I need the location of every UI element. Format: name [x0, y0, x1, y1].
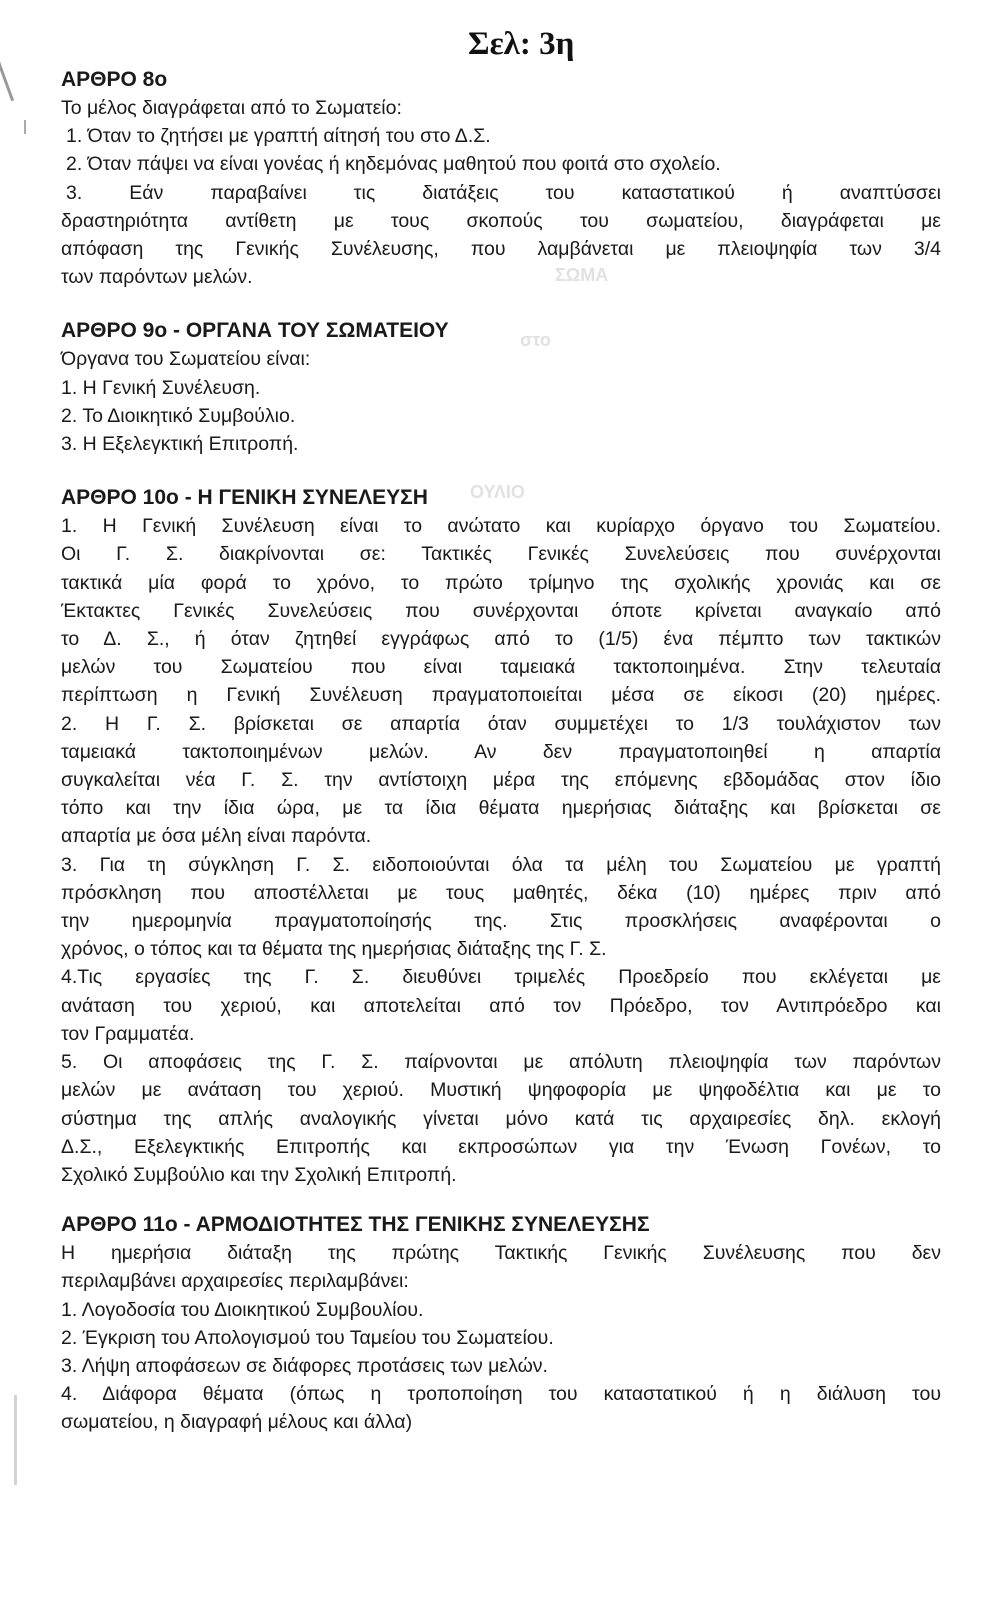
section-gap	[61, 1189, 941, 1211]
text-line: 3. Για τη σύγκληση Γ. Σ. ειδοποιούνται όλα τα μέλη του Σωματείου με γραπτή	[61, 853, 941, 876]
text-line: Οι Γ. Σ. διακρίνονται σε: Τακτικές Γενικές Συνελεύσεις που συνέρχονται	[61, 543, 941, 566]
text-line: Η ημερήσια διάταξη της πρώτης Τακτικής Γενικής Συνέλευσης που δεν	[61, 1242, 941, 1265]
text-line: μελών με ανάταση του χεριού. Μυστική ψηφοφορία με ψηφοδέλτια και με το	[61, 1079, 941, 1102]
text-line: Όργανα του Σωματείου είναι:	[61, 348, 311, 371]
text-line: 4.Τις εργασίες της Γ. Σ. διευθύνει τριμελές Προεδρείο που εκλέγεται με	[61, 966, 941, 989]
text-line: των παρόντων μελών.	[61, 266, 253, 289]
article-11	[61, 1211, 941, 1436]
article-9	[61, 317, 941, 458]
section-gap	[61, 291, 941, 317]
text-line: περίπτωση η Γενική Συνέλευση πραγματοποιείται μέσα σε είκοσι (20) ημέρες.	[61, 684, 941, 707]
article-heading: ΑΡΘΡΟ 11ο - ΑΡΜΟΔΙΟΤΗΤΕΣ ΤΗΣ ΓΕΝΙΚΗΣ ΣΥΝΕΛΕΥΣΗΣ	[61, 1213, 650, 1237]
bleed-through-mark: στο	[520, 330, 551, 350]
text-line: τακτικά μία φορά το χρόνο, το πρώτο τρίμηνο της σχολικής χρονιάς και σε	[61, 571, 941, 594]
list-item: 1. Λογοδοσία του Διοικητικού Συμβουλίου.	[61, 1298, 424, 1321]
article-heading: ΑΡΘΡΟ 8ο	[61, 68, 168, 91]
text-line: 5. Οι αποφάσεις της Γ. Σ. παίρνονται με απόλυτη πλειοψηφία των παρόντων	[61, 1051, 941, 1074]
text-line: ταμειακά τακτοποιημένων μελών. Αν δεν πραγματοποιηθεί η απαρτία	[61, 740, 941, 763]
text-line: τον Γραμματέα.	[61, 1022, 195, 1045]
list-item: 3. Λήψη αποφάσεων σε διάφορες προτάσεις των μελών.	[61, 1354, 548, 1377]
text-line: Σχολικό Συμβούλιο και την Σχολική Επιτροπή.	[61, 1163, 457, 1186]
article-8	[61, 66, 941, 291]
list-item: 2. Το Διοικητικό Συμβούλιο.	[61, 404, 296, 427]
text-line: απαρτία με όσα μέλη είναι παρόντα.	[61, 825, 372, 848]
article-heading: ΑΡΘΡΟ 10ο - Η ΓΕΝΙΚΗ ΣΥΝΕΛΕΥΣΗ	[61, 486, 428, 510]
list-item: 2. Όταν πάψει να είναι γονέας ή κηδεμόνας μαθητού που φοιτά στο σχολείο.	[66, 153, 721, 176]
page-number: Σελ: 3η	[468, 26, 575, 62]
text-line: πρόσκληση που αποστέλλεται με τους μαθητές, δέκα (10) ημέρες πριν από	[61, 881, 941, 904]
text-line: σωματείου, η διαγραφή μέλους και άλλα)	[61, 1411, 413, 1434]
text-line: 1. Η Γενική Συνέλευση είναι το ανώτατο και κυρίαρχο όργανο του Σωματείου.	[61, 515, 941, 538]
text-line: την ημερομηνία πραγματοποίησής της. Στις προσκλήσεις αναφέρονται ο	[61, 910, 941, 933]
text-line: σύστημα της απλής αναλογικής γίνεται μόνο κατά τις αρχαιρεσίες δηλ. εκλογή	[61, 1107, 941, 1130]
text-line: ανάταση του χεριού, και αποτελείται από τον Πρόεδρο, τον Αντιπρόεδρο και	[61, 994, 941, 1017]
text-line: Έκτακτες Γενικές Συνελεύσεις που συνέρχονται όποτε κρίνεται αναγκαίο από	[61, 599, 941, 622]
text-line: Δ.Σ., Εξελεγκτικής Επιτροπής και εκπροσώπων για την Ένωση Γονέων, το	[61, 1135, 941, 1158]
section-gap	[61, 458, 941, 484]
scan-artifact	[14, 1395, 17, 1485]
text-line: συγκαλείται νέα Γ. Σ. την αντίστοιχη μέρα της επόμενης εβδομάδας στον ίδιο	[61, 769, 941, 792]
text-line: Το μέλος διαγράφεται από το Σωματείο:	[61, 97, 402, 119]
list-item: 3. Εάν παραβαίνει τις διατάξεις του καταστατικού ή αναπτύσσει	[66, 181, 941, 204]
article-10	[61, 484, 941, 1189]
scan-artifact	[24, 120, 26, 134]
text-line: χρόνος, ο τόπος και τα θέματα της ημερήσιας διάταξης της Γ. Σ.	[61, 938, 607, 961]
list-item: 4. Διάφορα θέματα (όπως η τροποποίηση του καταστατικού ή η διάλυση του	[61, 1383, 941, 1406]
scan-artifact	[0, 61, 14, 101]
text-line: το Δ. Σ., ή όταν ζητηθεί εγγράφως από το (1/5) ένα πέμπτο των τακτικών	[61, 628, 941, 651]
list-item: 3. Η Εξελεγκτική Επιτροπή.	[61, 433, 299, 456]
text-line: τόπο και την ίδια ώρα, με τα ίδια θέματα ημερήσιας διάταξης και βρίσκεται σε	[61, 797, 941, 820]
list-item: 1. Όταν το ζητήσει με γραπτή αίτησή του στο Δ.Σ.	[66, 125, 491, 148]
list-item: 1. Η Γενική Συνέλευση.	[61, 376, 261, 399]
text-line: δραστηριότητα αντίθετη με τους σκοπούς του σωματείου, διαγράφεται με	[61, 209, 941, 232]
bleed-through-mark: ΣΩΜΑ	[555, 265, 609, 285]
text-line: απόφαση της Γενικής Συνέλευσης, που λαμβάνεται με πλειοψηφία των 3/4	[61, 238, 941, 261]
list-item: 2. Έγκριση του Απολογισμού του Ταμείου του Σωματείου.	[61, 1326, 554, 1349]
bleed-through-mark: ΟΥΛΙΟ	[470, 482, 525, 502]
text-line: μελών του Σωματείου που είναι ταμειακά τακτοποιημένα. Στην τελευταία	[61, 656, 941, 679]
text-line: 2. Η Γ. Σ. βρίσκεται σε απαρτία όταν συμμετέχει το 1/3 τουλάχιστον των	[61, 712, 941, 735]
article-heading: ΑΡΘΡΟ 9ο - ΟΡΓΑΝΑ ΤΟΥ ΣΩΜΑΤΕΙΟΥ	[61, 319, 449, 343]
text-line: περιλαμβάνει αρχαιρεσίες περιλαμβάνει:	[61, 1270, 409, 1293]
document-body	[61, 66, 941, 1437]
